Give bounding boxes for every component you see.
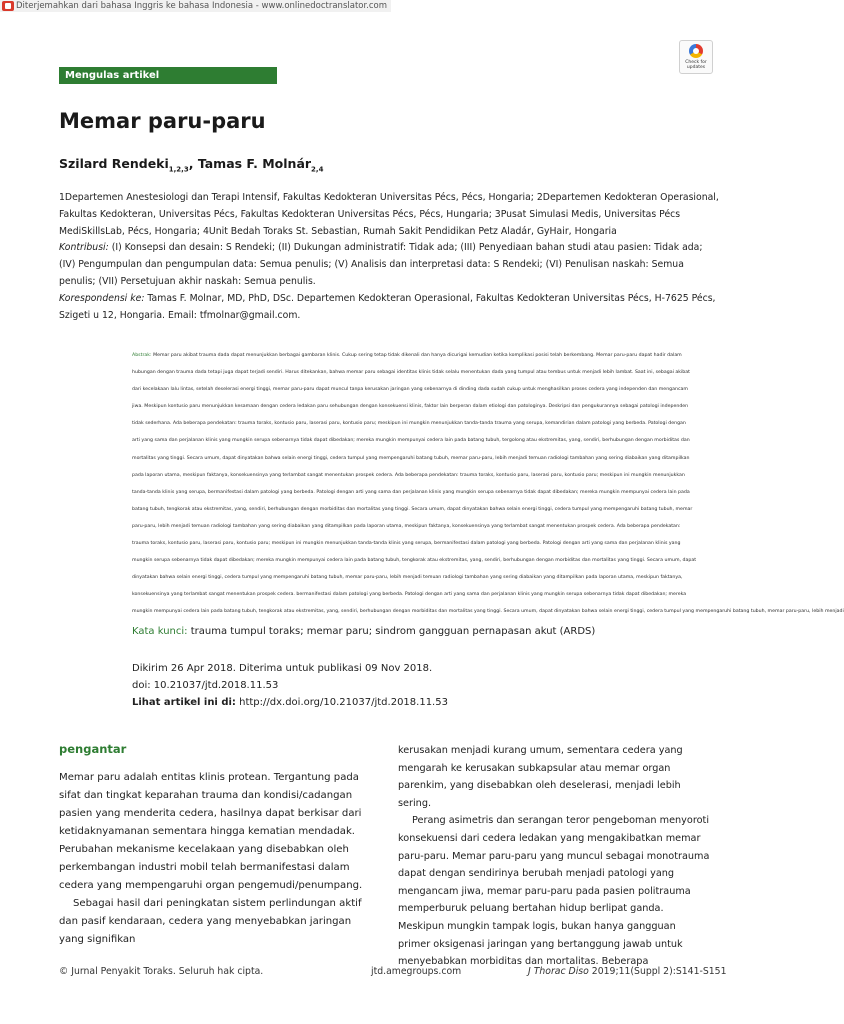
keywords — [132, 626, 595, 637]
footer-journal: J Thorac Diso — [528, 966, 589, 977]
abstract-label: Abstrak: — [132, 353, 152, 358]
check-updates-icon — [689, 44, 703, 58]
footer-citation-text: 2019;11(Suppl 2):S141-S151 — [591, 966, 727, 977]
contributions-text: (I) Konsepsi dan desain: S Rendeki; (II) Dukungan administratif: Tidak ada; (III) Penyediaan bahan studi atau pasien: Tidak ada; (IV) Pengumpulan dan pengumpulan data: Semua penulis; (V) Analisis dan interpretasi data: S Rendeki; (VI) Penulisan naskah: Semua penulis; (VII) Persetujuan akhir naskah: Semua penulis. — [59, 242, 703, 287]
view-article-link[interactable]: http://dx.doi.org/10.21037/jtd.2018.11.53 — [239, 697, 448, 708]
author-separator: , — [188, 156, 198, 171]
translator-banner-text[interactable]: Diterjemahkan dari bahasa Inggris ke bahasa Indonesia - www.onlinedoctranslator.com — [16, 1, 388, 11]
author-name: Szilard Rendeki — [59, 156, 169, 171]
abstract-line: jiwa. Meskipun kontusio paru menunjukkan kesamaan dengan cedera ledakan paru sehubungan dengan konsekuensi klinis, faktor lain berperan dalam etiologi dan patologinya. Deskripsi dan pengukurannya sebagai patologi independen — [132, 404, 689, 410]
footer-site[interactable]: jtd.amegroups.com — [371, 966, 462, 977]
body-paragraph: Perang asimetris dan serangan teror pengeboman menyoroti konsekuensi dari cedera ledakan yang mengakibatkan memar paru-paru. Memar paru-paru yang muncul sebagai monotrauma dapat dengan sendirinya berubah menjadi patologi yang mengancam jiwa, memar paru-paru pada pasien politrauma memperburuk peluang bertahan hidup berlipat ganda. Meskipun mungkin tampak logis, bukan hanya gangguan primer oksigenasi jaringan yang bertanggung jawab untuk menyebabkan morbiditas dan mortalitas. Beberapa — [398, 815, 710, 968]
check-updates-label: Check for updates — [685, 60, 707, 70]
translator-banner[interactable] — [0, 0, 391, 12]
abstract-line: tanda-tanda klinis yang serupa, bermanifestasi dalam patologi yang berbeda. Patologi dengan arti yang sama dan perjalanan klinis yang mungkin serupa sebenarnya tidak dapat dibedakan; mereka mungkin mempunyai cedera lain pada — [132, 489, 690, 495]
abstract-line: dari kecelakaan lalu lintas, setelah deselerasi energi tinggi, memar paru-paru dapat muncul tanpa kerusakan jaringan yang sebenarnya di dinding dada sudah cukup untuk menghasilkan proses cedera yang independen dan mengancam — [132, 387, 688, 393]
document-translate-icon — [2, 1, 14, 11]
article-type-bar: Mengulas artikel — [59, 67, 277, 84]
abstract-line: trauma toraks, kontusio paru, laserasi paru, kontusio paru; meskipun ini mungkin menunjukkan tanda-tanda klinis yang serupa, bermanifestasi dalam patologi yang berbeda. Patologi dengan arti yang sama dan perjalanan klinis yang — [132, 541, 681, 547]
body-column-right — [398, 742, 710, 971]
abstract-line: konsekuensinya yang terlambat sangat menentukan prospek cedera. bermanifestasi dalam patologi yang berbeda. Patologi dengan arti yang sama dan perjalanan klinis yang mungkin serupa sebenarnya tidak dapat dibedakan; mereka — [132, 592, 687, 598]
abstract-line: tidak sederhana. Ada beberapa pendekatan: trauma toraks, kontusio paru, laserasi paru, kontusio paru; meskipun ini mungkin menunjukkan tanda-tanda trauma yang serupa, kemandirian dalam patologi yang berbeda. Patologi dengan — [132, 421, 686, 427]
correspondence-label: Korespondensi ke: — [59, 292, 145, 304]
abstract-line — [132, 347, 768, 364]
abstract-line: pada laporan utama, meskipun faktanya, konsekuensinya yang terlambat sangat menentukan prospek cedera. Ada beberapa pendekatan: trauma toraks, kontusio paru, laserasi paru, kontusio paru; meskipun ini mungkin menunjukkan — [132, 472, 685, 478]
keywords-label: Kata kunci: — [132, 626, 188, 637]
view-article-line — [132, 694, 448, 711]
abstract-line: mungkin mempunyai cedera lain pada batang tubuh, tengkorak atau ekstremitas, yang, sendiri, berhubungan dengan morbiditas dan mortalitas yang tinggi. Secara umum, dapat dinyatakan bahwa selain energi tinggi, cedera tumpul yang mempengaruhi batang tubuh, memar paru-paru, lebih menjadi — [132, 609, 844, 615]
abstract-line: batang tubuh, tengkorak atau ekstremitas, yang, sendiri, berhubungan dengan morbiditas dan mortalitas yang tinggi. Secara umum, dapat dinyatakan bahwa selain energi tinggi, cedera tumpul yang mempengaruhi batang tubuh, memar — [132, 506, 693, 512]
body-paragraph: kerusakan menjadi kurang umum, sementara cedera yang mengarah ke kerusakan subkapsular atau memar organ parenkim, yang disebabkan oleh deselerasi, menjadi lebih sering. — [398, 745, 683, 809]
correspondence — [59, 291, 719, 325]
author-name: Tamas F. Molnár — [197, 156, 312, 171]
contributions-label: Kontribusi: — [59, 242, 109, 254]
abstract-block — [132, 347, 844, 624]
doi[interactable]: doi: 10.21037/jtd.2018.11.53 — [132, 680, 279, 691]
abstract-line: arti yang sama dan perjalanan klinis yang mungkin serupa sebenarnya tidak dapat dibedakan; mereka mungkin mempunyai cedera lain pada batang tubuh, tergolong atau ekstremitas, yang, sendiri, berhubungan dengan morbiditas dan — [132, 438, 690, 444]
footer-copyright: © Jurnal Penyakit Toraks. Seluruh hak cipta. — [59, 966, 264, 977]
author-list — [59, 156, 323, 174]
affiliations-block — [59, 190, 719, 324]
check-for-updates-badge[interactable] — [679, 40, 713, 74]
author-affil-sup: 2,4 — [311, 165, 324, 174]
abstract-line: mortalitas yang tinggi. Secara umum, dapat dinyatakan bahwa selain energi tinggi, cedera tumpul yang mempengaruhi batang tubuh, memar paru-paru, lebih menjadi temuan radiologi tambahan yang sering diabaikan yang ditampilkan — [132, 455, 690, 461]
abstract-line: dinyatakan bahwa selain energi tinggi, cedera tumpul yang mempengaruhi batang tubuh, memar paru-paru, lebih menjadi temuan radiologi tambahan yang sering diabaikan yang ditampilkan pada laporan utama, meskipun faktanya, — [132, 575, 683, 581]
body-paragraph: Sebagai hasil dari peningkatan sistem perlindungan aktif dan pasif kendaraan, cedera yang menyebabkan jaringan yang signifikan — [59, 898, 362, 945]
keywords-text: trauma tumpul toraks; memar paru; sindrom gangguan pernapasan akut (ARDS) — [190, 626, 596, 637]
view-article-label: Lihat artikel ini di: — [132, 697, 236, 708]
received-dates: Dikirim 26 Apr 2018. Diterima untuk publikasi 09 Nov 2018. — [132, 663, 433, 674]
footer-citation — [528, 966, 727, 977]
contributions — [59, 240, 719, 290]
abstract-line-text: Memar paru akibat trauma dada dapat menunjukkan berbagai gambaran klinis. Cukup sering tetap tidak dikenali dan hanya dicurigai kemudian ketika komplikasi posisi telah berkembang. Memar paru-paru dapat hadir dalam — [153, 353, 682, 358]
body-column-left — [59, 742, 371, 949]
body-paragraph: Memar paru adalah entitas klinis protean. Tergantung pada sifat dan tingkat keparahan trauma dan kondisi/cadangan pasien yang menderita cedera, hasilnya dapat berkisar dari ketidaknyamanan sementara hingga kematian mendadak. Perubahan mekanisme kecelakaan yang disebabkan oleh perkembangan industri mobil telah bermanifestasi dalam cedera yang mempengaruhi organ pengemudi/penumpang. — [59, 772, 363, 891]
correspondence-text: Tamas F. Molnar, MD, PhD, DSc. Departemen Kedokteran Operasional, Fakultas Kedokteran Universitas Pécs, H-7625 Pécs, Szigeti u 12, Hongaria. Email: tfmolnar@gmail.com. — [59, 292, 716, 321]
affiliations-text: 1Departemen Anestesiologi dan Terapi Intensif, Fakultas Kedokteran Universitas Pécs, Pécs, Hongaria; 2Departemen Kedokteran Operasional, Fakultas Kedokteran, Universitas Pécs, Fakultas Kedokteran Universitas Pécs, Pécs, Hungaria; 3Pusat Simulasi Medis, Universitas Pécs MediSkillsLab, Pécs, Hongaria; 4Unit Bedah Toraks St. Sebastian, Rumah Sakit Pendidikan Petz Aladár, GyHair, Hongaria — [59, 192, 719, 237]
author-affil-sup: 1,2,3 — [168, 165, 189, 174]
section-heading-intro: pengantar — [59, 742, 127, 756]
article-meta — [132, 660, 448, 711]
abstract-line: paru-paru, lebih menjadi temuan radiologi tambahan yang sering diabaikan yang ditampilkan pada laporan utama, meskipun faktanya, konsekuensinya yang terlambat sangat menentukan prospek cedera. Ada beberapa pendekatan: — [132, 523, 681, 529]
abstract-line: mungkin serupa sebenarnya tidak dapat dibedakan; mereka mungkin mempunyai cedera lain pada batang tubuh, tengkorak atau ekstremitas, yang, sendiri, berhubungan dengan morbiditas dan mortalitas yang tinggi. Secara umum, dapat — [132, 558, 697, 564]
abstract-line: hubungan dengan trauma dada tetapi juga dapat terjadi sendiri. Harus ditekankan, bahwa memar paru sebagai identitas klinis tidak selalu menentukan dada yang tumpul atau tembus untuk menjadi lebih lambat. Saat ini, sebagai akibat — [132, 370, 690, 376]
article-title: Memar paru-paru — [59, 109, 266, 133]
